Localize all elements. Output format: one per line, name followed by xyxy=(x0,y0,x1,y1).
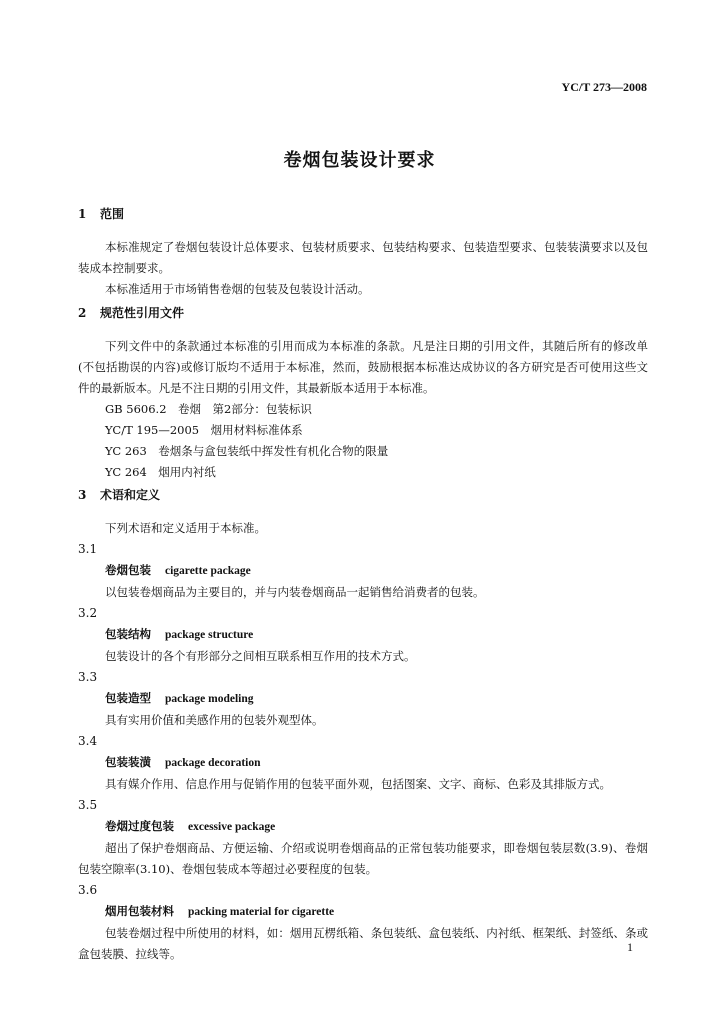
term-number: 3.2 xyxy=(78,606,98,620)
term-en: package decoration xyxy=(165,757,261,769)
term-en: package modeling xyxy=(165,693,254,705)
section-heading xyxy=(78,485,648,506)
term-definition: 包装卷烟过程中所使用的材料，如：烟用瓦楞纸箱、条包装纸、盒包装纸、内衬纸、框架纸、封签纸、条或盒包装膜、拉线等。 xyxy=(78,926,648,961)
term-en: package structure xyxy=(165,629,254,641)
term-number: 3.4 xyxy=(78,734,98,748)
reference-item: YC 264 烟用内衬纸 xyxy=(105,465,216,479)
term-number: 3.3 xyxy=(78,670,98,684)
term-zh: 包装装潢 xyxy=(105,755,151,769)
term-en: packing material for cigarette xyxy=(188,906,335,918)
term-en: cigarette package xyxy=(165,565,251,577)
term-definition: 以包装卷烟商品为主要目的，并与内装卷烟商品一起销售给消费者的包装。 xyxy=(105,585,485,599)
document-title: 卷烟包装设计要求 xyxy=(283,150,436,171)
reference-item: GB 5606.2 卷烟 第2部分：包装标识 xyxy=(105,402,312,416)
section-heading xyxy=(78,204,648,225)
section-terms-definitions xyxy=(78,485,648,965)
section-number: 1 xyxy=(78,207,87,221)
term-number: 3.6 xyxy=(78,883,98,897)
term-title xyxy=(78,816,648,838)
term-definition: 具有实用价值和美感作用的包装外观型体。 xyxy=(105,713,324,727)
section-title: 术语和定义 xyxy=(100,488,161,502)
section-normative-references xyxy=(78,303,648,483)
standard-code: YC/T 273—2008 xyxy=(561,80,647,94)
term-zh: 卷烟过度包装 xyxy=(105,819,174,833)
term-zh: 包装结构 xyxy=(105,627,151,641)
section-heading xyxy=(78,303,648,324)
paragraph: 本标准规定了卷烟包装设计总体要求、包装材质要求、包装结构要求、包装造型要求、包装装潢要求以及包装成本控制要求。 xyxy=(78,240,648,275)
reference-item: YC/T 195—2005 烟用材料标准体系 xyxy=(105,423,303,437)
paragraph: 下列文件中的条款通过本标准的引用而成为本标准的条款。凡是注日期的引用文件，其随后所有的修改单(不包括勘误的内容)或修订版均不适用于本标准，然而，鼓励根据本标准达成协议的各方研究是否可使用这些文件的最新版本。凡是不注日期的引用文件，其最新版本适用于本标准。 xyxy=(78,339,648,395)
term-zh: 卷烟包装 xyxy=(105,563,151,577)
term-number: 3.1 xyxy=(78,542,98,556)
term-en: excessive package xyxy=(188,821,276,833)
term-definition: 具有媒介作用、信息作用与促销作用的包装平面外观，包括图案、文字、商标、色彩及其排版方式。 xyxy=(105,777,611,791)
term-title xyxy=(78,688,648,710)
section-scope xyxy=(78,204,648,300)
term-title xyxy=(78,901,648,923)
section-number: 2 xyxy=(78,306,87,320)
page-number: 1 xyxy=(627,940,633,954)
reference-item: YC 263 卷烟条与盒包装纸中挥发性有机化合物的限量 xyxy=(105,444,389,458)
term-definition: 超出了保护卷烟商品、方便运输、介绍或说明卷烟商品的正常包装功能要求，即卷烟包装层数(3.9)、卷烟包装空隙率(3.10)、卷烟包装成本等超过必要程度的包装。 xyxy=(78,841,648,876)
term-number: 3.5 xyxy=(78,798,98,812)
section-title: 范围 xyxy=(100,207,125,221)
paragraph: 本标准适用于市场销售卷烟的包装及包装设计活动。 xyxy=(105,282,370,296)
term-zh: 烟用包装材料 xyxy=(105,904,174,918)
term-definition: 包装设计的各个有形部分之间相互联系相互作用的技术方式。 xyxy=(105,649,416,663)
section-number: 3 xyxy=(78,488,87,502)
section-title: 规范性引用文件 xyxy=(100,306,185,320)
term-zh: 包装造型 xyxy=(105,691,151,705)
paragraph: 下列术语和定义适用于本标准。 xyxy=(105,521,266,535)
term-title xyxy=(78,560,648,582)
term-title xyxy=(78,752,648,774)
term-title xyxy=(78,624,648,646)
